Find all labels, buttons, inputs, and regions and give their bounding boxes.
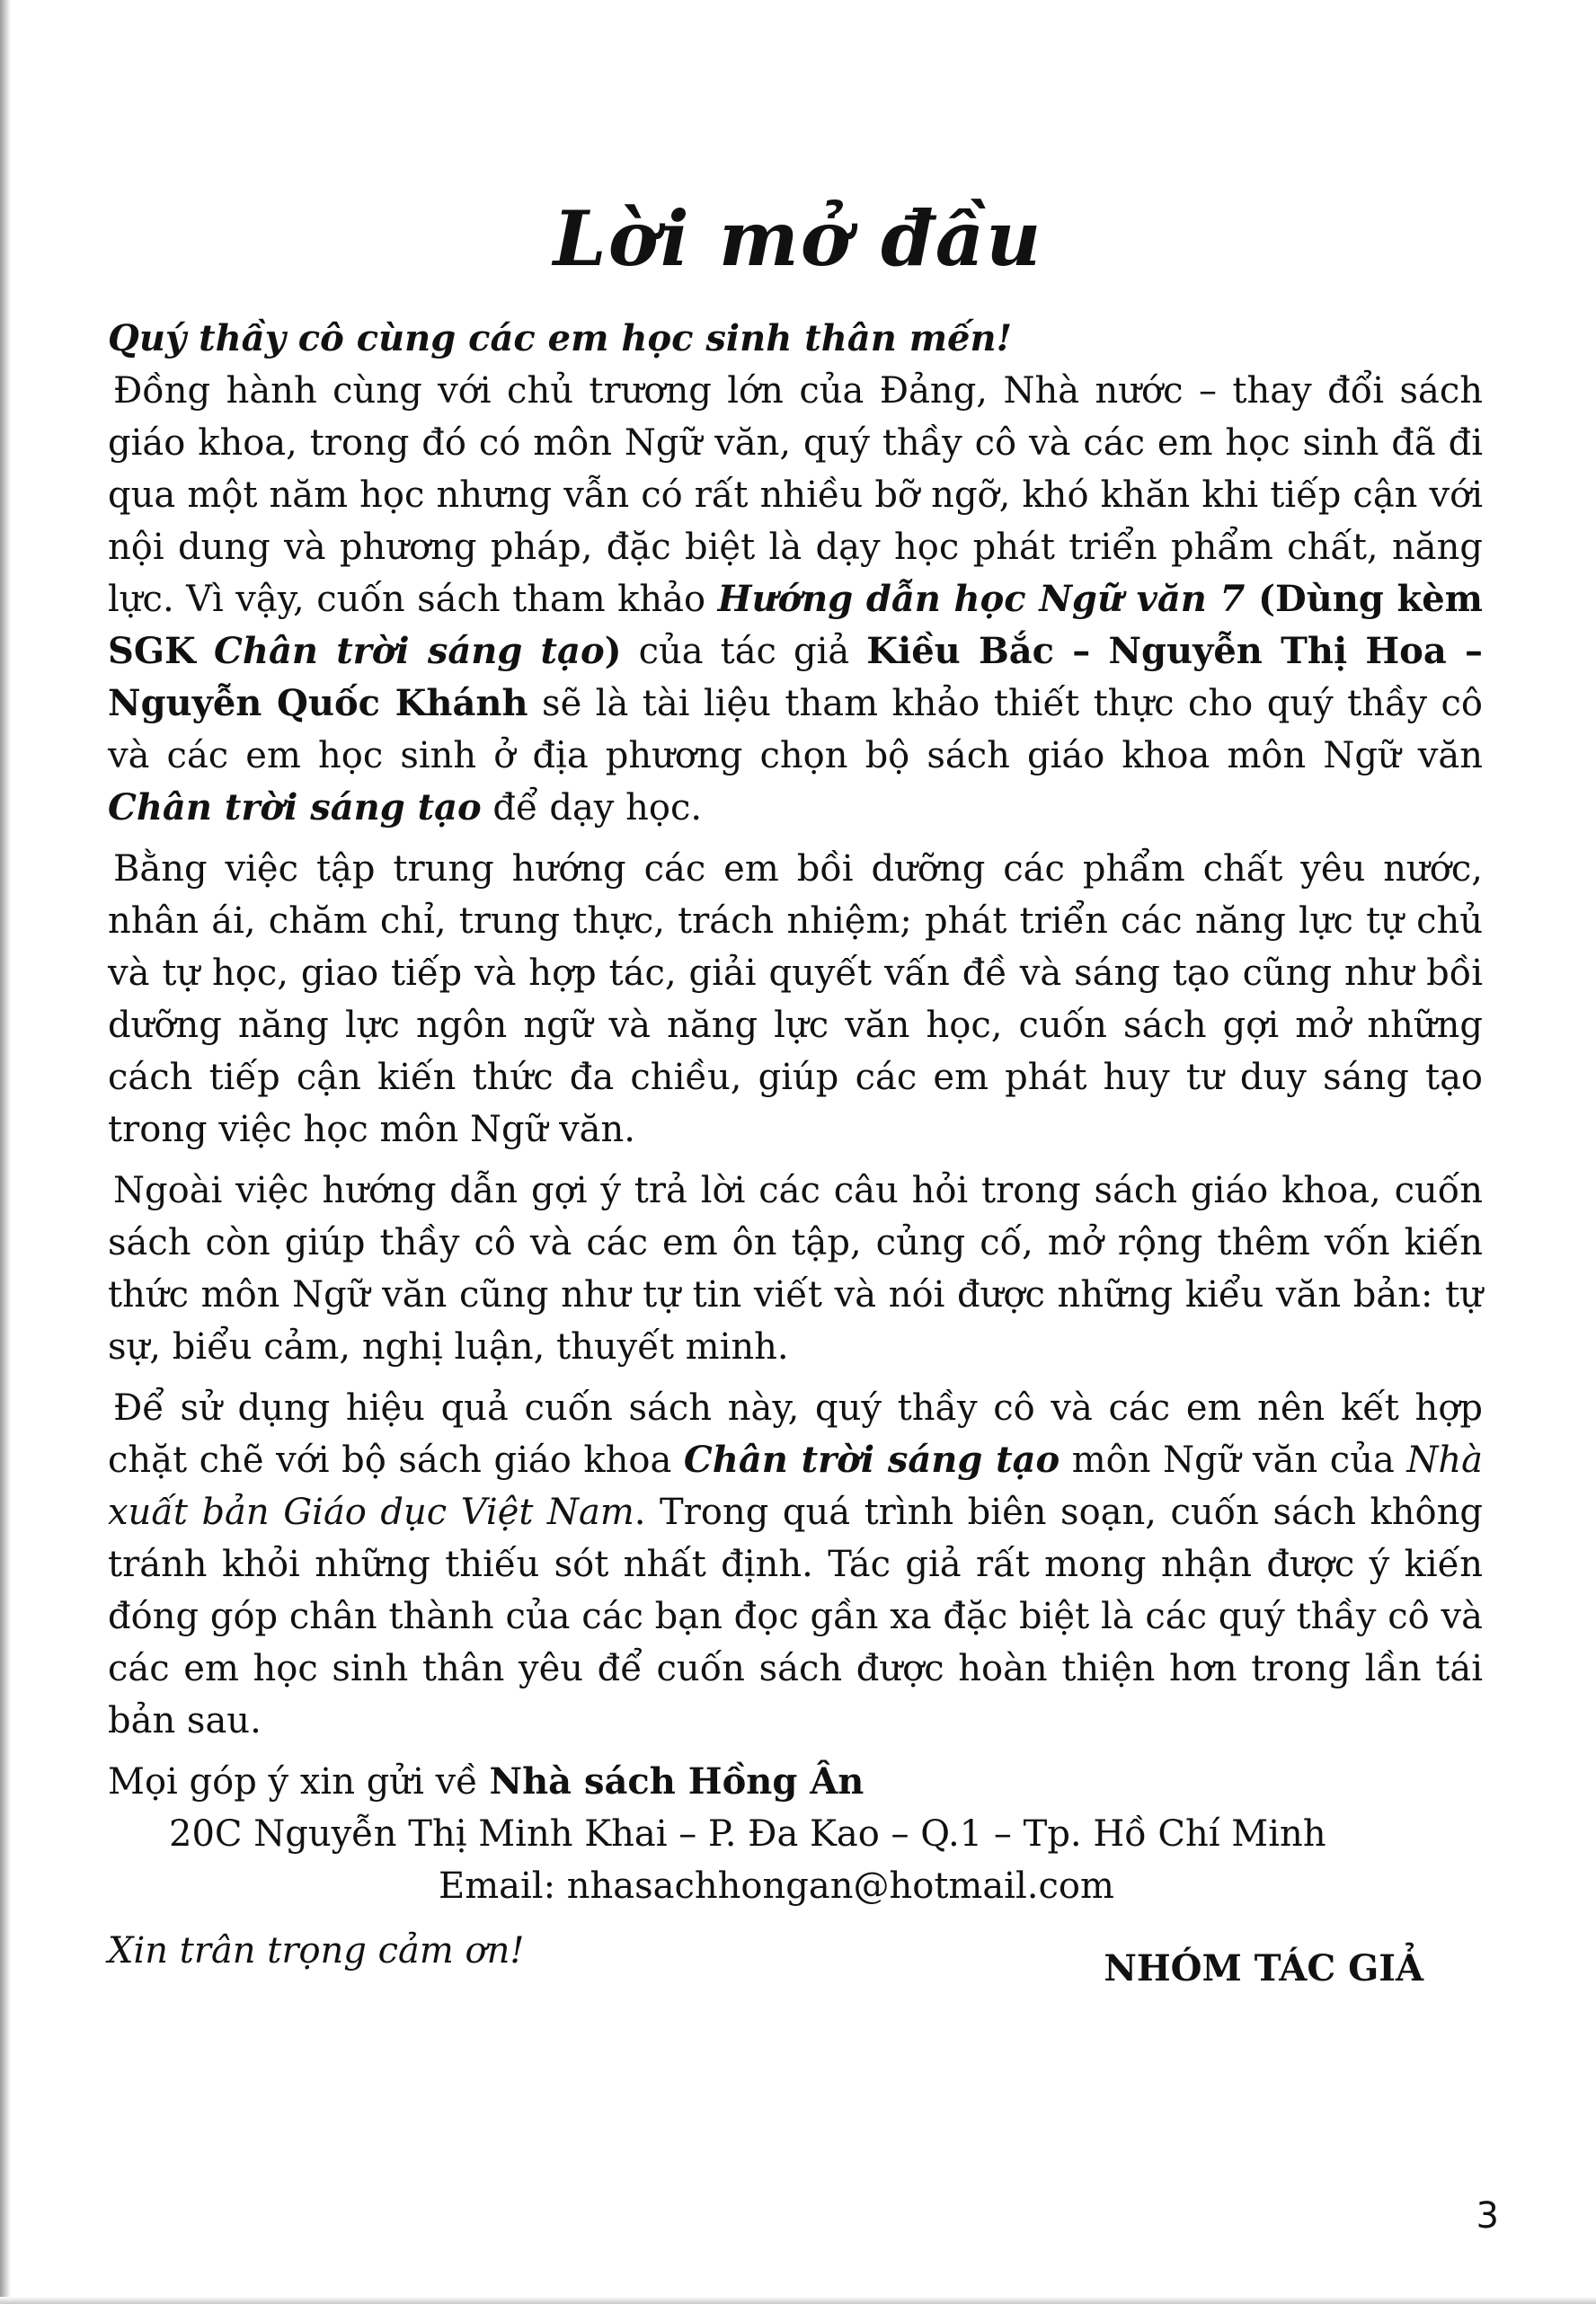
salutation: Quý thầy cô cùng các em học sinh thân mến!	[108, 317, 1013, 359]
contact-address: 20C Nguyễn Thị Minh Khai – P. Đa Kao – Q.1 – Tp. Hồ Chí Minh	[169, 1813, 1326, 1855]
authors: Kiều Bắc – Nguyễn Thị Hoa – Nguyễn Quốc Khánh	[108, 630, 1483, 724]
page-bottom-shadow	[0, 2297, 1596, 2304]
thanks-line: Xin trân trọng cảm ơn!	[108, 1930, 525, 1972]
series-title-3: Chân trời sáng tạo	[683, 1439, 1060, 1481]
paragraph-1-text-a: Đồng hành cùng với chủ trương lớn của Đảng, Nhà nước – thay đổi sách giáo khoa, trong đó có môn Ngữ văn, quý thầy cô và các em học sinh đã đi qua một năm học nhưng vẫn có rất nhiều bỡ ngỡ, khó khăn khi tiếp cận với nội dung và phương pháp, đặc biệt là dạy học phát triển phẩm chất, năng lực. Vì vậy, cuốn sách tham khảo	[108, 370, 1483, 620]
page-edge-shadow	[0, 0, 11, 2304]
bookstore-name: Nhà sách Hồng Ân	[489, 1760, 864, 1803]
paragraph-4-text-b: môn Ngữ văn của	[1060, 1440, 1407, 1481]
series-title-1: Chân trời sáng tạo	[214, 630, 605, 672]
series-title-2: Chân trời sáng tạo	[108, 786, 482, 829]
publisher: Nhà xuất bản Giáo dục Việt Nam	[108, 1440, 1484, 1533]
paragraph-4-text-a: Để sử dụng hiệu quả cuốn sách này, quý thầy cô và các em nên kết hợp chặt chẽ với bộ sách giáo khoa	[108, 1387, 1483, 1481]
contact-intro-text: Mọi góp ý xin gửi về	[108, 1761, 490, 1803]
signature: NHÓM TÁC GIẢ	[1104, 1947, 1423, 1989]
document-body	[108, 313, 1483, 1977]
paragraph-1-text-d: của tác giả	[621, 631, 867, 672]
paragraph-4-text-c: . Trong quá trình biên soạn, cuốn sách không tránh khỏi những thiếu sót nhất định. Tác giả rất mong nhận được ý kiến đóng góp chân thành của các bạn đọc gần xa đặc biệt là các quý thầy cô và các em học sinh thân yêu để cuốn sách được hoàn thiện hơn trong lần tái bản sau.	[108, 1492, 1484, 1741]
contact-intro	[108, 1756, 1483, 1808]
paragraph-1-text-c: )	[604, 630, 622, 672]
paragraph-1-text-f: để dạy học.	[481, 787, 703, 829]
page-number: 3	[1476, 2195, 1499, 2237]
paragraph-4	[108, 1382, 1483, 1747]
paragraph-1	[108, 365, 1483, 834]
contact-email: Email: nhasachhongan@hotmail.com	[439, 1865, 1114, 1907]
paragraph-1-text-e: sẽ là tài liệu tham khảo thiết thực cho quý thầy cô và các em học sinh ở địa phương chọn bộ sách giáo khoa môn Ngữ văn	[108, 683, 1483, 776]
paragraph-2: Bằng việc tập trung hướng các em bồi dưỡng các phẩm chất yêu nước, nhân ái, chăm chỉ, trung thực, trách nhiệm; phát triển các năng lực tự chủ và tự học, giao tiếp và hợp tác, giải quyết vấn đề và sáng tạo cũng như bồi dưỡng năng lực ngôn ngữ và năng lực văn học, cuốn sách gợi mở những cách tiếp cận kiến thức đa chiều, giúp các em phát huy tư duy sáng tạo trong việc học môn Ngữ văn.	[108, 848, 1483, 1150]
paragraph-1-text-b: (Dùng kèm SGK	[108, 578, 1483, 672]
book-title: Hướng dẫn học Ngữ văn 7	[717, 578, 1246, 620]
page-title: Lời mở đầu	[553, 194, 1043, 284]
paragraph-3: Ngoài việc hướng dẫn gợi ý trả lời các câu hỏi trong sách giáo khoa, cuốn sách còn giúp thầy cô và các em ôn tập, củng cố, mở rộng thêm vốn kiến thức môn Ngữ văn cũng như tự tin viết và nói được những kiểu văn bản: tự sự, biểu cảm, nghị luận, thuyết minh.	[108, 1170, 1483, 1368]
